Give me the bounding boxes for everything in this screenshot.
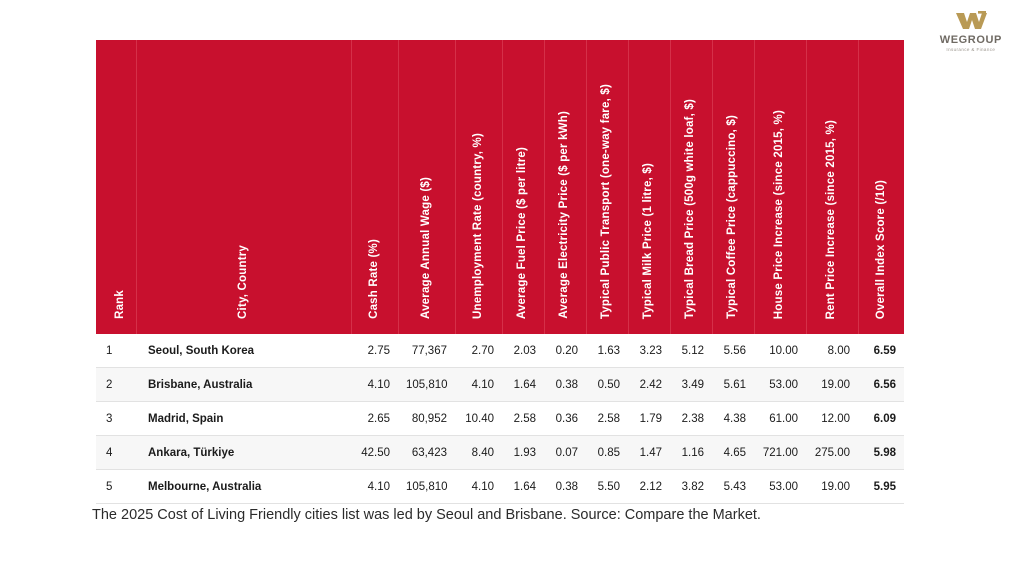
column-header-unemployment-rate[interactable] xyxy=(455,40,502,334)
cell-electricity: 0.38 xyxy=(544,368,586,402)
column-header-average-annual-wage[interactable] xyxy=(398,40,455,334)
column-label: Average Fuel Price ($ per litre) xyxy=(516,146,529,319)
cell-city: Brisbane, Australia xyxy=(136,368,351,402)
cell-wage: 105,810 xyxy=(398,470,455,504)
cell-fuel: 1.64 xyxy=(502,368,544,402)
column-header-cash-rate[interactable] xyxy=(351,40,398,334)
wegroup-logo-icon xyxy=(954,10,988,32)
table-row xyxy=(96,368,904,402)
table-header-row xyxy=(96,40,904,334)
cell-wage: 105,810 xyxy=(398,368,455,402)
cell-unemployment: 4.10 xyxy=(455,470,502,504)
figure-caption: The 2025 Cost of Living Friendly cities list was led by Seoul and Brisbane. Source: Compare the Market. xyxy=(92,507,761,523)
cell-house-increase: 53.00 xyxy=(754,368,806,402)
cell-score: 5.98 xyxy=(858,436,904,470)
column-header-typical-bread-price[interactable] xyxy=(670,40,712,334)
column-header-overall-index-score[interactable] xyxy=(858,40,904,334)
cell-cash-rate: 2.75 xyxy=(351,334,398,368)
table-row xyxy=(96,470,904,504)
cell-unemployment: 8.40 xyxy=(455,436,502,470)
table-row xyxy=(96,402,904,436)
cell-wage: 77,367 xyxy=(398,334,455,368)
cell-transport: 1.63 xyxy=(586,334,628,368)
cell-cash-rate: 2.65 xyxy=(351,402,398,436)
cell-rank: 1 xyxy=(96,334,136,368)
cell-coffee: 4.38 xyxy=(712,402,754,436)
column-label: Cash Rate (%) xyxy=(367,239,380,319)
cell-electricity: 0.38 xyxy=(544,470,586,504)
cell-cash-rate: 4.10 xyxy=(351,368,398,402)
cell-score: 6.56 xyxy=(858,368,904,402)
cell-rent-increase: 12.00 xyxy=(806,402,858,436)
cell-bread: 2.38 xyxy=(670,402,712,436)
table-row xyxy=(96,334,904,368)
column-label: Average Electricity Price ($ per kWh) xyxy=(558,111,571,319)
cell-bread: 1.16 xyxy=(670,436,712,470)
cell-milk: 1.79 xyxy=(628,402,670,436)
cell-house-increase: 10.00 xyxy=(754,334,806,368)
column-header-typical-coffee-price[interactable] xyxy=(712,40,754,334)
column-label: Typical Public Transport (one-way fare, $) xyxy=(600,83,613,319)
column-label: Typical Coffee Price (cappuccino, $) xyxy=(726,115,739,319)
cell-coffee: 5.61 xyxy=(712,368,754,402)
cell-fuel: 2.58 xyxy=(502,402,544,436)
column-header-house-price-increase[interactable] xyxy=(754,40,806,334)
column-header-rank[interactable] xyxy=(96,40,136,334)
column-label: Unemployment Rate (country, %) xyxy=(471,133,484,319)
column-label: Average Annual Wage ($) xyxy=(419,177,432,319)
brand-name: WEGROUP xyxy=(939,34,1002,46)
cell-city: Seoul, South Korea xyxy=(136,334,351,368)
cell-house-increase: 721.00 xyxy=(754,436,806,470)
column-header-city[interactable] xyxy=(136,40,351,334)
cell-bread: 3.82 xyxy=(670,470,712,504)
cell-transport: 0.85 xyxy=(586,436,628,470)
cell-rank: 2 xyxy=(96,368,136,402)
cell-cash-rate: 42.50 xyxy=(351,436,398,470)
cell-coffee: 4.65 xyxy=(712,436,754,470)
table-row xyxy=(96,436,904,470)
cell-rent-increase: 8.00 xyxy=(806,334,858,368)
cell-cash-rate: 4.10 xyxy=(351,470,398,504)
cell-fuel: 1.93 xyxy=(502,436,544,470)
cell-city: Melbourne, Australia xyxy=(136,470,351,504)
brand-tagline: Insurance & Finance xyxy=(946,47,996,52)
cell-unemployment: 10.40 xyxy=(455,402,502,436)
cell-rent-increase: 275.00 xyxy=(806,436,858,470)
cell-house-increase: 53.00 xyxy=(754,470,806,504)
cost-of-living-table xyxy=(96,40,904,504)
cell-fuel: 2.03 xyxy=(502,334,544,368)
cell-city: Madrid, Spain xyxy=(136,402,351,436)
cell-bread: 3.49 xyxy=(670,368,712,402)
cell-electricity: 0.36 xyxy=(544,402,586,436)
cell-electricity: 0.20 xyxy=(544,334,586,368)
cell-rank: 5 xyxy=(96,470,136,504)
cell-milk: 2.12 xyxy=(628,470,670,504)
column-label: City, Country xyxy=(236,245,249,319)
column-header-rent-price-increase[interactable] xyxy=(806,40,858,334)
cell-milk: 2.42 xyxy=(628,368,670,402)
column-header-average-fuel-price[interactable] xyxy=(502,40,544,334)
cell-score: 5.95 xyxy=(858,470,904,504)
cell-rank: 3 xyxy=(96,402,136,436)
cell-city: Ankara, Türkiye xyxy=(136,436,351,470)
cell-transport: 0.50 xyxy=(586,368,628,402)
column-label: Typical Bread Price (500g white loaf, $) xyxy=(684,99,697,319)
cell-wage: 63,423 xyxy=(398,436,455,470)
column-label: Overall Index Score (/10) xyxy=(874,179,887,319)
cell-score: 6.09 xyxy=(858,402,904,436)
cell-coffee: 5.56 xyxy=(712,334,754,368)
column-label: Rent Price Increase (since 2015, %) xyxy=(825,119,838,319)
column-label: Typical Milk Price (1 litre, $) xyxy=(642,162,655,319)
column-label: House Price Increase (since 2015, %) xyxy=(773,109,786,319)
cell-bread: 5.12 xyxy=(670,334,712,368)
cell-wage: 80,952 xyxy=(398,402,455,436)
cell-transport: 2.58 xyxy=(586,402,628,436)
cell-transport: 5.50 xyxy=(586,470,628,504)
column-header-typical-public-transport[interactable] xyxy=(586,40,628,334)
cell-unemployment: 2.70 xyxy=(455,334,502,368)
cell-unemployment: 4.10 xyxy=(455,368,502,402)
column-label: Rank xyxy=(114,290,126,319)
cell-milk: 1.47 xyxy=(628,436,670,470)
column-header-average-electricity-price[interactable] xyxy=(544,40,586,334)
cell-milk: 3.23 xyxy=(628,334,670,368)
cell-coffee: 5.43 xyxy=(712,470,754,504)
cell-rank: 4 xyxy=(96,436,136,470)
brand-logo xyxy=(940,10,1002,53)
cell-rent-increase: 19.00 xyxy=(806,470,858,504)
cell-house-increase: 61.00 xyxy=(754,402,806,436)
column-header-typical-milk-price[interactable] xyxy=(628,40,670,334)
cell-rent-increase: 19.00 xyxy=(806,368,858,402)
cell-fuel: 1.64 xyxy=(502,470,544,504)
cell-score: 6.59 xyxy=(858,334,904,368)
cell-electricity: 0.07 xyxy=(544,436,586,470)
